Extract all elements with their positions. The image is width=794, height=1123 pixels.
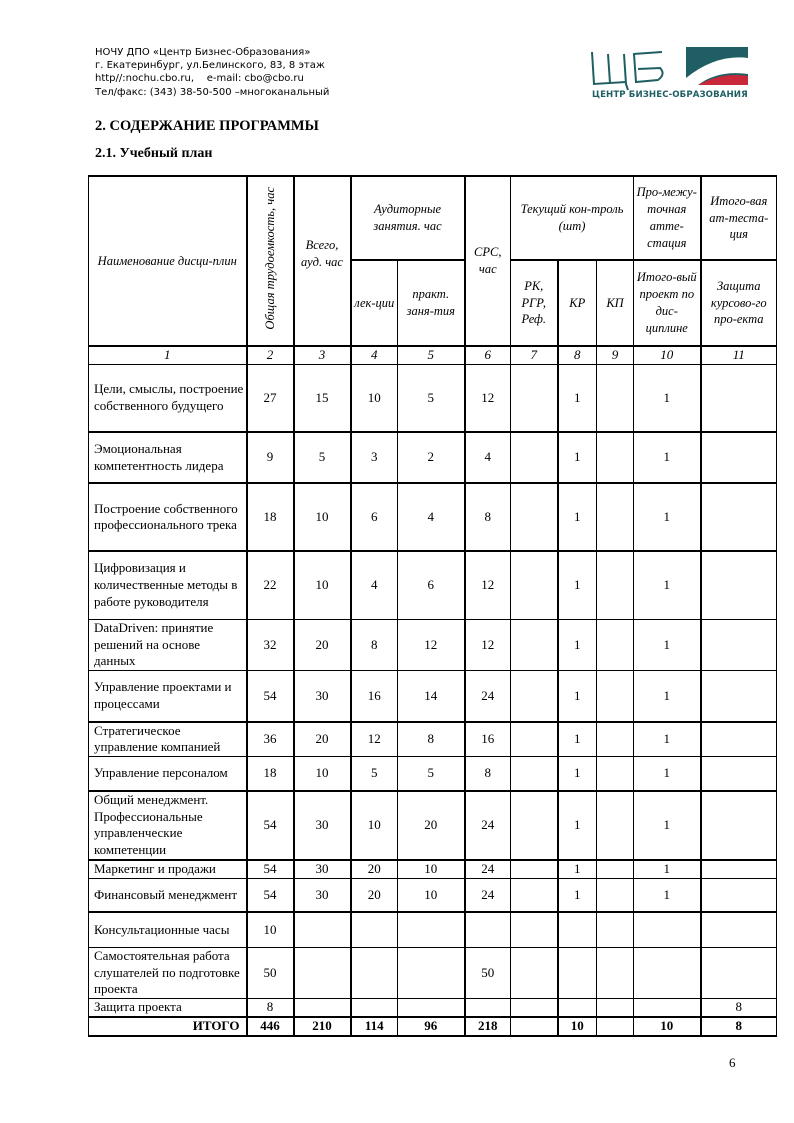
cell-lectures: 10	[351, 791, 398, 860]
cell-defense	[701, 619, 777, 670]
cell-kr: 1	[558, 671, 597, 722]
discipline-name: Защита проекта	[89, 999, 247, 1017]
total-practice: 96	[398, 1017, 465, 1036]
cell-rk	[511, 483, 558, 551]
cell-defense	[701, 860, 777, 878]
cell-total-labor: 27	[247, 364, 294, 432]
table-row	[89, 483, 777, 551]
cell-total-labor: 8	[247, 999, 294, 1017]
cell-kp	[597, 671, 634, 722]
cell-total-aud: 5	[294, 432, 351, 483]
cell-rk	[511, 912, 558, 947]
cell-srs: 12	[465, 551, 511, 619]
table-row	[89, 912, 777, 947]
cell-kr: 1	[558, 432, 597, 483]
cell-rk	[511, 722, 558, 757]
cell-total-aud: 10	[294, 551, 351, 619]
cell-kr: 1	[558, 619, 597, 670]
discipline-name: Цели, смыслы, построение собственного будущего	[89, 364, 247, 432]
discipline-name: Общий менеджмент. Профессиональные управленческие компетенции	[89, 791, 247, 860]
cell-lectures	[351, 947, 398, 998]
cell-lectures	[351, 912, 398, 947]
cell-total-aud	[294, 999, 351, 1017]
cell-defense	[701, 551, 777, 619]
cell-srs: 8	[465, 757, 511, 791]
cell-rk	[511, 671, 558, 722]
cell-total-aud	[294, 947, 351, 998]
page-number: 6	[729, 1055, 736, 1070]
cell-total-labor: 18	[247, 757, 294, 791]
cell-total-aud: 30	[294, 791, 351, 860]
cell-rk	[511, 947, 558, 998]
cell-srs: 16	[465, 722, 511, 757]
cell-kr: 1	[558, 878, 597, 912]
cell-total-labor: 9	[247, 432, 294, 483]
cell-total-aud: 10	[294, 483, 351, 551]
col-num: 11	[701, 346, 777, 364]
cell-total-labor: 36	[247, 722, 294, 757]
cell-total-aud: 10	[294, 757, 351, 791]
cell-rk	[511, 791, 558, 860]
table-row	[89, 619, 777, 670]
header-discipline-name: Наименование дисци-плин	[89, 176, 247, 346]
cell-kp	[597, 791, 634, 860]
cell-kr: 1	[558, 364, 597, 432]
cell-kr: 1	[558, 551, 597, 619]
discipline-name: Финансовый менеджмент	[89, 878, 247, 912]
cell-kp	[597, 757, 634, 791]
total-kp	[597, 1017, 634, 1036]
cell-kr	[558, 947, 597, 998]
cell-lectures: 20	[351, 860, 398, 878]
cell-kr: 1	[558, 483, 597, 551]
cell-practice: 4	[398, 483, 465, 551]
cell-lectures: 4	[351, 551, 398, 619]
cell-practice: 10	[398, 860, 465, 878]
cell-defense	[701, 791, 777, 860]
cell-practice	[398, 912, 465, 947]
cell-rk	[511, 432, 558, 483]
cell-practice: 5	[398, 757, 465, 791]
cell-practice: 6	[398, 551, 465, 619]
col-num: 5	[398, 346, 465, 364]
cell-kp	[597, 364, 634, 432]
org-phone: Тел/факс: (343) 38-50-500 –многоканальный	[95, 86, 330, 98]
discipline-name: Маркетинг и продажи	[89, 860, 247, 878]
col-num: 1	[89, 346, 247, 364]
org-address: г. Екатеринбург, ул.Белинского, 83, 8 этаж	[95, 60, 325, 72]
cell-final-project: 1	[634, 619, 701, 670]
cell-final-project: 1	[634, 722, 701, 757]
discipline-name: Консультационные часы	[89, 912, 247, 947]
total-aud: 210	[294, 1017, 351, 1036]
cell-total-labor: 10	[247, 912, 294, 947]
table-row	[89, 860, 777, 878]
cell-srs	[465, 999, 511, 1017]
cell-defense	[701, 947, 777, 998]
cell-practice: 10	[398, 878, 465, 912]
cell-total-aud	[294, 912, 351, 947]
cell-lectures: 8	[351, 619, 398, 670]
cell-practice: 5	[398, 364, 465, 432]
discipline-name: Построение собственного профессионального трека	[89, 483, 247, 551]
cell-total-aud: 20	[294, 722, 351, 757]
header-lectures: лек-ции	[351, 260, 398, 346]
cell-kr: 1	[558, 860, 597, 878]
cell-defense	[701, 757, 777, 791]
cell-practice	[398, 947, 465, 998]
cell-defense	[701, 671, 777, 722]
cell-lectures: 12	[351, 722, 398, 757]
cell-rk	[511, 860, 558, 878]
cell-srs: 24	[465, 791, 511, 860]
table-row	[89, 878, 777, 912]
discipline-name: Цифровизация и количественные методы в работе руководителя	[89, 551, 247, 619]
cell-rk	[511, 999, 558, 1017]
cell-rk	[511, 364, 558, 432]
cell-defense	[701, 722, 777, 757]
cell-kp	[597, 999, 634, 1017]
cell-final-project	[634, 947, 701, 998]
cell-total-aud: 30	[294, 878, 351, 912]
table-row	[89, 551, 777, 619]
header-course-defense: Защита курсово-го про-екта	[701, 260, 777, 346]
cell-kr: 1	[558, 757, 597, 791]
cell-total-labor: 54	[247, 878, 294, 912]
cell-srs: 24	[465, 671, 511, 722]
column-number-row	[89, 346, 777, 364]
cell-lectures: 16	[351, 671, 398, 722]
cell-practice: 12	[398, 619, 465, 670]
col-num: 6	[465, 346, 511, 364]
cell-srs	[465, 912, 511, 947]
header-rk-rgr-ref: РК, РГР, Реф.	[511, 260, 558, 346]
header-srs: СРС, час	[465, 176, 511, 346]
cell-srs: 24	[465, 878, 511, 912]
cell-rk	[511, 619, 558, 670]
cell-lectures	[351, 999, 398, 1017]
cell-rk	[511, 878, 558, 912]
cell-final-project	[634, 912, 701, 947]
logo-caption: ЦЕНТР БИЗНЕС-ОБРАЗОВАНИЯ	[592, 90, 748, 100]
total-kr: 10	[558, 1017, 597, 1036]
cell-final-project: 1	[634, 757, 701, 791]
cell-rk	[511, 551, 558, 619]
cell-srs: 4	[465, 432, 511, 483]
cell-kp	[597, 947, 634, 998]
cell-practice: 14	[398, 671, 465, 722]
cell-lectures: 10	[351, 364, 398, 432]
curriculum-table	[88, 175, 777, 1037]
header-current-control: Текущий кон-троль (шт)	[511, 176, 634, 260]
discipline-name: Эмоциональная компетентность лидера	[89, 432, 247, 483]
col-num: 7	[511, 346, 558, 364]
header-auditorium-classes: Аудиторные занятия. час	[351, 176, 465, 260]
table-row	[89, 791, 777, 860]
cell-defense: 8	[701, 999, 777, 1017]
total-defense: 8	[701, 1017, 777, 1036]
cell-kr	[558, 912, 597, 947]
subsection-title: 2.1. Учебный план	[95, 146, 213, 161]
header-kp: КП	[597, 260, 634, 346]
total-labor: 446	[247, 1017, 294, 1036]
cell-kr: 1	[558, 791, 597, 860]
cell-kr	[558, 999, 597, 1017]
discipline-name: Управление персоналом	[89, 757, 247, 791]
discipline-name: DataDriven: принятие решений на основе данных	[89, 619, 247, 670]
header-total-auditorium: Всего, ауд. час	[294, 176, 351, 346]
cell-practice: 2	[398, 432, 465, 483]
organization-info	[95, 46, 329, 99]
total-lectures: 114	[351, 1017, 398, 1036]
cell-srs: 12	[465, 619, 511, 670]
table-row	[89, 757, 777, 791]
cell-kp	[597, 860, 634, 878]
total-label: ИТОГО	[89, 1017, 247, 1036]
col-num: 8	[558, 346, 597, 364]
cell-defense	[701, 878, 777, 912]
table-row	[89, 999, 777, 1017]
cell-total-labor: 50	[247, 947, 294, 998]
cell-total-labor: 32	[247, 619, 294, 670]
cell-lectures: 20	[351, 878, 398, 912]
cell-lectures: 3	[351, 432, 398, 483]
cell-defense	[701, 912, 777, 947]
table-row	[89, 671, 777, 722]
cell-kp	[597, 878, 634, 912]
cell-lectures: 5	[351, 757, 398, 791]
cell-final-project: 1	[634, 860, 701, 878]
discipline-name: Управление проектами и процессами	[89, 671, 247, 722]
cell-lectures: 6	[351, 483, 398, 551]
cell-defense	[701, 483, 777, 551]
cell-srs: 12	[465, 364, 511, 432]
cell-total-aud: 20	[294, 619, 351, 670]
col-num: 3	[294, 346, 351, 364]
header-kr: КР	[558, 260, 597, 346]
header-practice: практ. заня-тия	[398, 260, 465, 346]
total-rk	[511, 1017, 558, 1036]
col-num: 9	[597, 346, 634, 364]
cell-final-project: 1	[634, 483, 701, 551]
col-num: 4	[351, 346, 398, 364]
cell-kp	[597, 432, 634, 483]
cell-srs: 24	[465, 860, 511, 878]
cell-kp	[597, 722, 634, 757]
col-num: 10	[634, 346, 701, 364]
cell-total-aud: 30	[294, 671, 351, 722]
cell-final-project: 1	[634, 878, 701, 912]
table-row	[89, 432, 777, 483]
header-intermediate-attestation: Про-межу-точная атте-стация	[634, 176, 701, 260]
cell-kp	[597, 551, 634, 619]
table-row	[89, 364, 777, 432]
cell-total-labor: 18	[247, 483, 294, 551]
org-name: НОЧУ ДПО «Центр Бизнес-Образования»	[95, 47, 311, 58]
cell-total-labor: 54	[247, 671, 294, 722]
cell-defense	[701, 364, 777, 432]
total-final-project: 10	[634, 1017, 701, 1036]
cell-rk	[511, 757, 558, 791]
cell-kp	[597, 619, 634, 670]
cell-practice	[398, 999, 465, 1017]
table-row	[89, 722, 777, 757]
cell-kr: 1	[558, 722, 597, 757]
cell-final-project: 1	[634, 432, 701, 483]
cell-final-project: 1	[634, 791, 701, 860]
cell-final-project: 1	[634, 364, 701, 432]
cell-total-aud: 30	[294, 860, 351, 878]
cell-final-project	[634, 999, 701, 1017]
cell-total-aud: 15	[294, 364, 351, 432]
discipline-name: Самостоятельная работа слушателей по подготовке проекта	[89, 947, 247, 998]
org-web-email: http//:nochu.cbo.ru, e-mail: cbo@cbo.ru	[95, 73, 304, 85]
cell-practice: 8	[398, 722, 465, 757]
cell-srs: 50	[465, 947, 511, 998]
header-final-project: Итого-вый проект по дис-циплине	[634, 260, 701, 346]
section-title: 2. СОДЕРЖАНИЕ ПРОГРАММЫ	[95, 118, 319, 134]
cell-srs: 8	[465, 483, 511, 551]
col-num: 2	[247, 346, 294, 364]
cell-total-labor: 54	[247, 860, 294, 878]
cell-kp	[597, 483, 634, 551]
cell-final-project: 1	[634, 551, 701, 619]
total-srs: 218	[465, 1017, 511, 1036]
cell-practice: 20	[398, 791, 465, 860]
cell-total-labor: 22	[247, 551, 294, 619]
cell-defense	[701, 432, 777, 483]
cell-kp	[597, 912, 634, 947]
table-row	[89, 947, 777, 998]
header-final-attestation: Итого-вая ат-теста-ция	[701, 176, 777, 260]
cell-total-labor: 54	[247, 791, 294, 860]
discipline-name: Стратегическое управление компанией	[89, 722, 247, 757]
cell-final-project: 1	[634, 671, 701, 722]
header-total-labor: Общая трудоемкость, час	[247, 176, 294, 346]
total-row	[89, 1017, 777, 1036]
